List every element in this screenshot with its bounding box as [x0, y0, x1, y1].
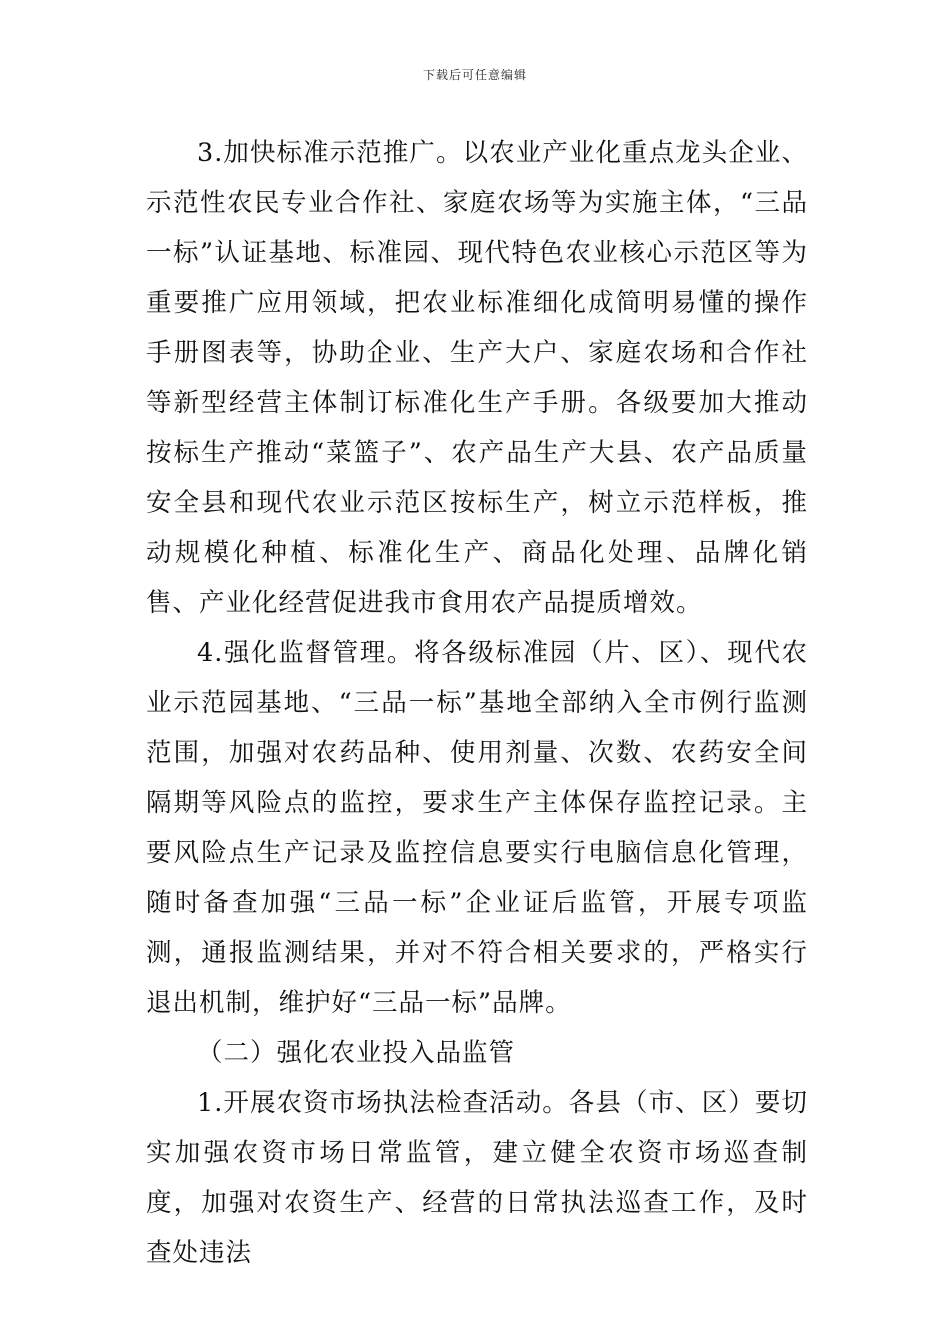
- section-heading: （二）强化农业投入品监管: [197, 1038, 516, 1068]
- paragraph-standard-promotion: 3.加快标准示范推广。以农业产业化重点龙头企业、示范性农民专业合作社、家庭农场等为实施主体，“三品一标”认证基地、标准园、现代特色农业核心示范区等为重要推广应用领域，把农业标准细化成简明易懂的操作手册图表等，协助企业、生产大户、家庭农场和合作社等新型经营主体制订标准化生产手册。各级要加大推动按标生产推动“菜篮子”、农产品生产大县、农产品质量安全县和现代农业示范区按标生产，树立示范样板，推动规模化种植、标准化生产、商品化处理、品牌化销售、产业化经营促进我市食用农产品提质增效。: [146, 138, 808, 618]
- document-body: [146, 128, 808, 1278]
- paragraph-market-inspection: 1.开展农资市场执法检查活动。各县（市、区）要切实加强农资市场日常监管，建立健全农资市场巡查制度，加强对农资生产、经营的日常执法巡查工作，及时查处违法: [146, 1088, 808, 1268]
- paragraph-supervision-management: 4.强化监督管理。将各级标准园（片、区）、现代农业示范园基地、“三品一标”基地全部纳入全市例行监测范围，加强对农药品种、使用剂量、次数、农药安全间隔期等风险点的监控，要求生产主体保存监控记录。主要风险点生产记录及监控信息要实行电脑信息化管理，随时备查加强“三品一标”企业证后监管，开展专项监测，通报监测结果，并对不符合相关要求的，严格实行退出机制，维护好“三品一标”品牌。: [146, 638, 808, 1018]
- download-note: 下载后可任意编辑: [422, 68, 527, 82]
